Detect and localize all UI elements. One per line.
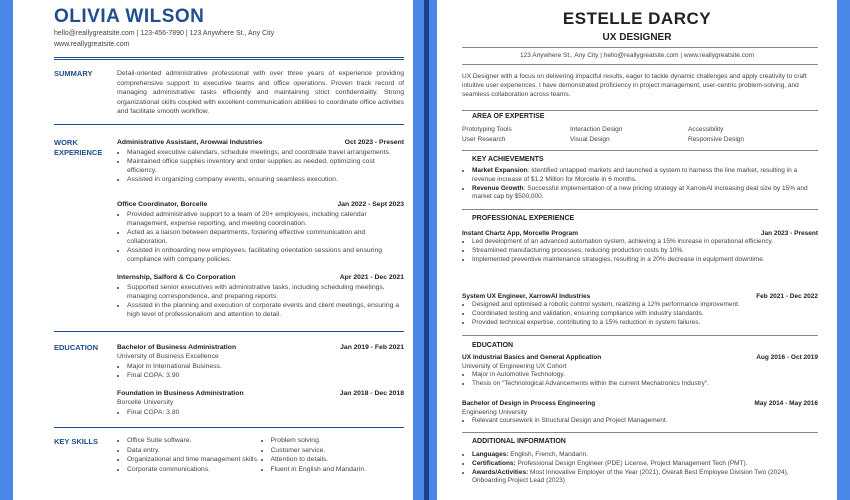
page-divider [424, 0, 429, 500]
divider [462, 47, 818, 48]
divider [54, 427, 404, 428]
website: www.reallygreatsite.com [54, 41, 130, 48]
expertise-item: Interaction Design [570, 126, 623, 133]
expertise-item: Responsive Design [688, 135, 745, 143]
education-bullet: • Thesis on "Technological Advancements within the current Mechatronics Industry". [472, 380, 818, 389]
job-bullet: • Supported senior executives with administrative tasks, including scheduling meetings, managing correspondence, and preparing reports. [127, 283, 404, 301]
additional-item: • Certifications: Professional Design Engineer (PDE) License, Project Management Tech (PMT). [472, 460, 818, 469]
skills-heading: KEY SKILLS [54, 437, 99, 446]
education-bullet: • Final CGPA: 3.80 [127, 408, 404, 417]
achievement-item: • Market Expansion: Identified untapped markets and launched a system to harness the line market, resulting in a revenue increase of $1.2 Million for Morcelle in 6 months. [472, 167, 818, 185]
divider [462, 335, 818, 336]
job-bullet: • Acted as a liaison between departments, fostering effective communication and collaboration. [127, 228, 404, 246]
divider [462, 64, 818, 65]
divider [54, 331, 404, 332]
job-title: Administrative Assistant, Arowwai Industries [117, 139, 263, 146]
divider [462, 209, 818, 210]
experience-entry [462, 292, 818, 327]
education-bullet: • Relevant coursework in Structural Design and Project Management. [472, 417, 818, 426]
experience-bullet: • Designed and optimised a robotic control system, realizing a 12% performance improvement. [472, 301, 818, 310]
additional-item: • Languages: English, French, Mandarin. [472, 451, 818, 460]
summary-text: UX Designer with a focus on delivering impactful results, eager to tackle dynamic challenges and apply creativity to craft intuitive user experiences. I have demonstrated proficiency in project management, user-centric problem-solving, and seamless collaboration across teams. [462, 73, 807, 98]
experience-bullet: • Implemented preventive maintenance strategies, resulting in a 20% decrease in equipment downtime. [472, 256, 818, 265]
job-title: Internship, Salford & Co Corporation [117, 274, 236, 281]
school: Borcelle University [117, 399, 174, 406]
education-entry [462, 353, 818, 389]
skill-item: • Organizational and time management skills. [127, 455, 261, 465]
experience-title: Instant Chartz App, Morcelle Program [462, 230, 579, 237]
school: Engineering University [462, 409, 528, 416]
summary-heading: SUMMARY [54, 69, 93, 78]
job-dates: Oct 2023 - Present [344, 139, 404, 146]
additional-heading: ADDITIONAL INFORMATION [472, 438, 566, 445]
additional-item: • Awards/Activities: Most Innovative Employer of the Year (2021), Overall Best Employee Division Two (2024), Onboarding Project Lead (2023) [472, 469, 818, 487]
additional-list [462, 451, 818, 486]
resume-estelle-darcy [437, 0, 837, 500]
experience-dates: Jan 2023 - Present [760, 230, 818, 237]
education-entry [117, 343, 404, 380]
experience-bullet: • Coordinated testing and validation, ensuring compliance with industry standards. [472, 310, 818, 319]
skill-item: • Problem solving. [271, 436, 405, 446]
expertise-item: User Research [462, 135, 506, 143]
job-entry [117, 138, 404, 184]
job-bullet: • Maintained office supplies inventory and order supplies as needed, optimizing cost efficiency. [127, 157, 404, 175]
job-dates: Jan 2022 - Sept 2023 [337, 201, 404, 208]
expertise-item: Accessibility [688, 126, 724, 133]
expertise-grid [462, 125, 818, 144]
school: University of Engineering UX Cohort [462, 363, 567, 370]
expertise-item: Visual Design [570, 135, 610, 143]
education-dates: Aug 2016 - Oct 2019 [756, 354, 818, 361]
education-bullet: • Final CGPA: 3.90 [127, 371, 404, 380]
resume-name: OLIVIA WILSON [54, 6, 205, 27]
education-heading: EDUCATION [54, 343, 99, 352]
achievements-list [462, 167, 818, 202]
education-dates: May 2014 - May 2016 [754, 400, 818, 407]
job-bullet: • Assisted in organizing company events, ensuring seamless execution. [127, 175, 404, 184]
skill-item: • Customer service. [271, 446, 405, 456]
education-dates: Jan 2018 - Dec 2018 [339, 390, 404, 397]
achievements-heading: KEY ACHIEVEMENTS [472, 156, 544, 163]
job-title-heading: UX DESIGNER [602, 32, 672, 43]
contact-info [54, 28, 274, 50]
experience-heading: PROFESSIONAL EXPERIENCE [472, 215, 575, 222]
experience-title: System UX Engineer, XarrowAI Industries [462, 293, 591, 300]
experience-bullet: • Led development of an advanced automation system, achieving a 15% increase in operational efficiency. [472, 238, 818, 247]
job-bullet: • Assisted in onboarding new employees, facilitating orientation sessions and ensuring compliance with company policies. [127, 246, 404, 264]
experience-dates: Feb 2021 - Dec 2022 [756, 293, 818, 300]
divider [54, 59, 404, 60]
skill-item: • Office Suite software. [127, 436, 261, 446]
job-title: Office Coordinator, Borcelle [117, 201, 208, 208]
experience-bullet: • Provided technical expertise, contributing to a 15% reduction in system failures. [472, 319, 818, 328]
skill-item: • Data entry. [127, 446, 261, 456]
divider [462, 432, 818, 433]
degree: Foundation in Business Administration [117, 390, 244, 397]
summary-text: Detail-oriented administrative professional with over three years of experience providing comprehensive support to executive teams and office operations. Proven track record of managing administrative tasks efficiently and maintaining strict confidentiality. Strong organizational skills coupled with excellent communication abilities to coordinate office activities and facilitate smooth workflow. [117, 70, 404, 115]
skills-list [117, 436, 404, 474]
achievement-item: • Revenue Growth: Successful implementation of a new pricing strategy at XarrowAI increasing deal size by 15% and market cap by $500,000. [472, 185, 818, 203]
degree: Bachelor of Design in Process Engineering [462, 400, 596, 407]
school: University of Business Excellence [117, 353, 219, 360]
education-bullet: • Major in Automotive Technology. [472, 371, 818, 380]
job-bullet: • Provided administrative support to a team of 20+ employees, including calendar management, expense reporting, and meeting coordination. [127, 210, 404, 228]
degree: UX Industrial Basics and General Application [462, 354, 602, 361]
education-heading: EDUCATION [472, 342, 514, 349]
skill-item: • Attention to details. [271, 455, 405, 465]
resume-olivia-wilson [13, 0, 413, 500]
experience-entry [462, 229, 818, 264]
divider [54, 57, 404, 58]
work-heading: WORK EXPERIENCE [54, 138, 103, 157]
education-entry [117, 389, 404, 417]
divider [462, 110, 818, 111]
expertise-heading: AREA OF EXPERTISE [472, 113, 545, 120]
job-bullet: • Managed executive calendars, schedule meetings, and coordinate travel arrangements. [127, 148, 404, 157]
skill-item: • Fluent in English and Mandarin. [271, 465, 405, 475]
resume-name: ESTELLE DARCY [562, 9, 712, 28]
skill-item: • Corporate communications. [127, 465, 261, 475]
contact-info: 123 Anywhere St., Any City | hello@reallygreatsite.com | www.reallygreatsite.com [520, 52, 754, 59]
experience-bullet: • Streamlined manufacturing processes, reducing production costs by 10%. [472, 247, 818, 256]
education-bullet: • Major in International Business. [127, 362, 404, 371]
degree: Bachelor of Business Administration [117, 344, 237, 351]
job-entry [117, 273, 404, 319]
education-entry [462, 399, 818, 426]
divider [54, 124, 404, 125]
job-entry [117, 200, 404, 264]
expertise-item: Prototyping Tools [462, 126, 512, 133]
job-bullet: • Assisted in the planning and execution of corporate events and client meetings, ensuring a high level of professionalism and attention to detail. [127, 301, 404, 319]
education-dates: Jan 2019 - Feb 2021 [340, 344, 404, 351]
contact-line: hello@reallygreatsite.com | 123-456-7890 | 123 Anywhere St., Any City [54, 30, 275, 37]
divider [462, 150, 818, 151]
job-dates: Apr 2021 - Dec 2021 [339, 274, 404, 281]
